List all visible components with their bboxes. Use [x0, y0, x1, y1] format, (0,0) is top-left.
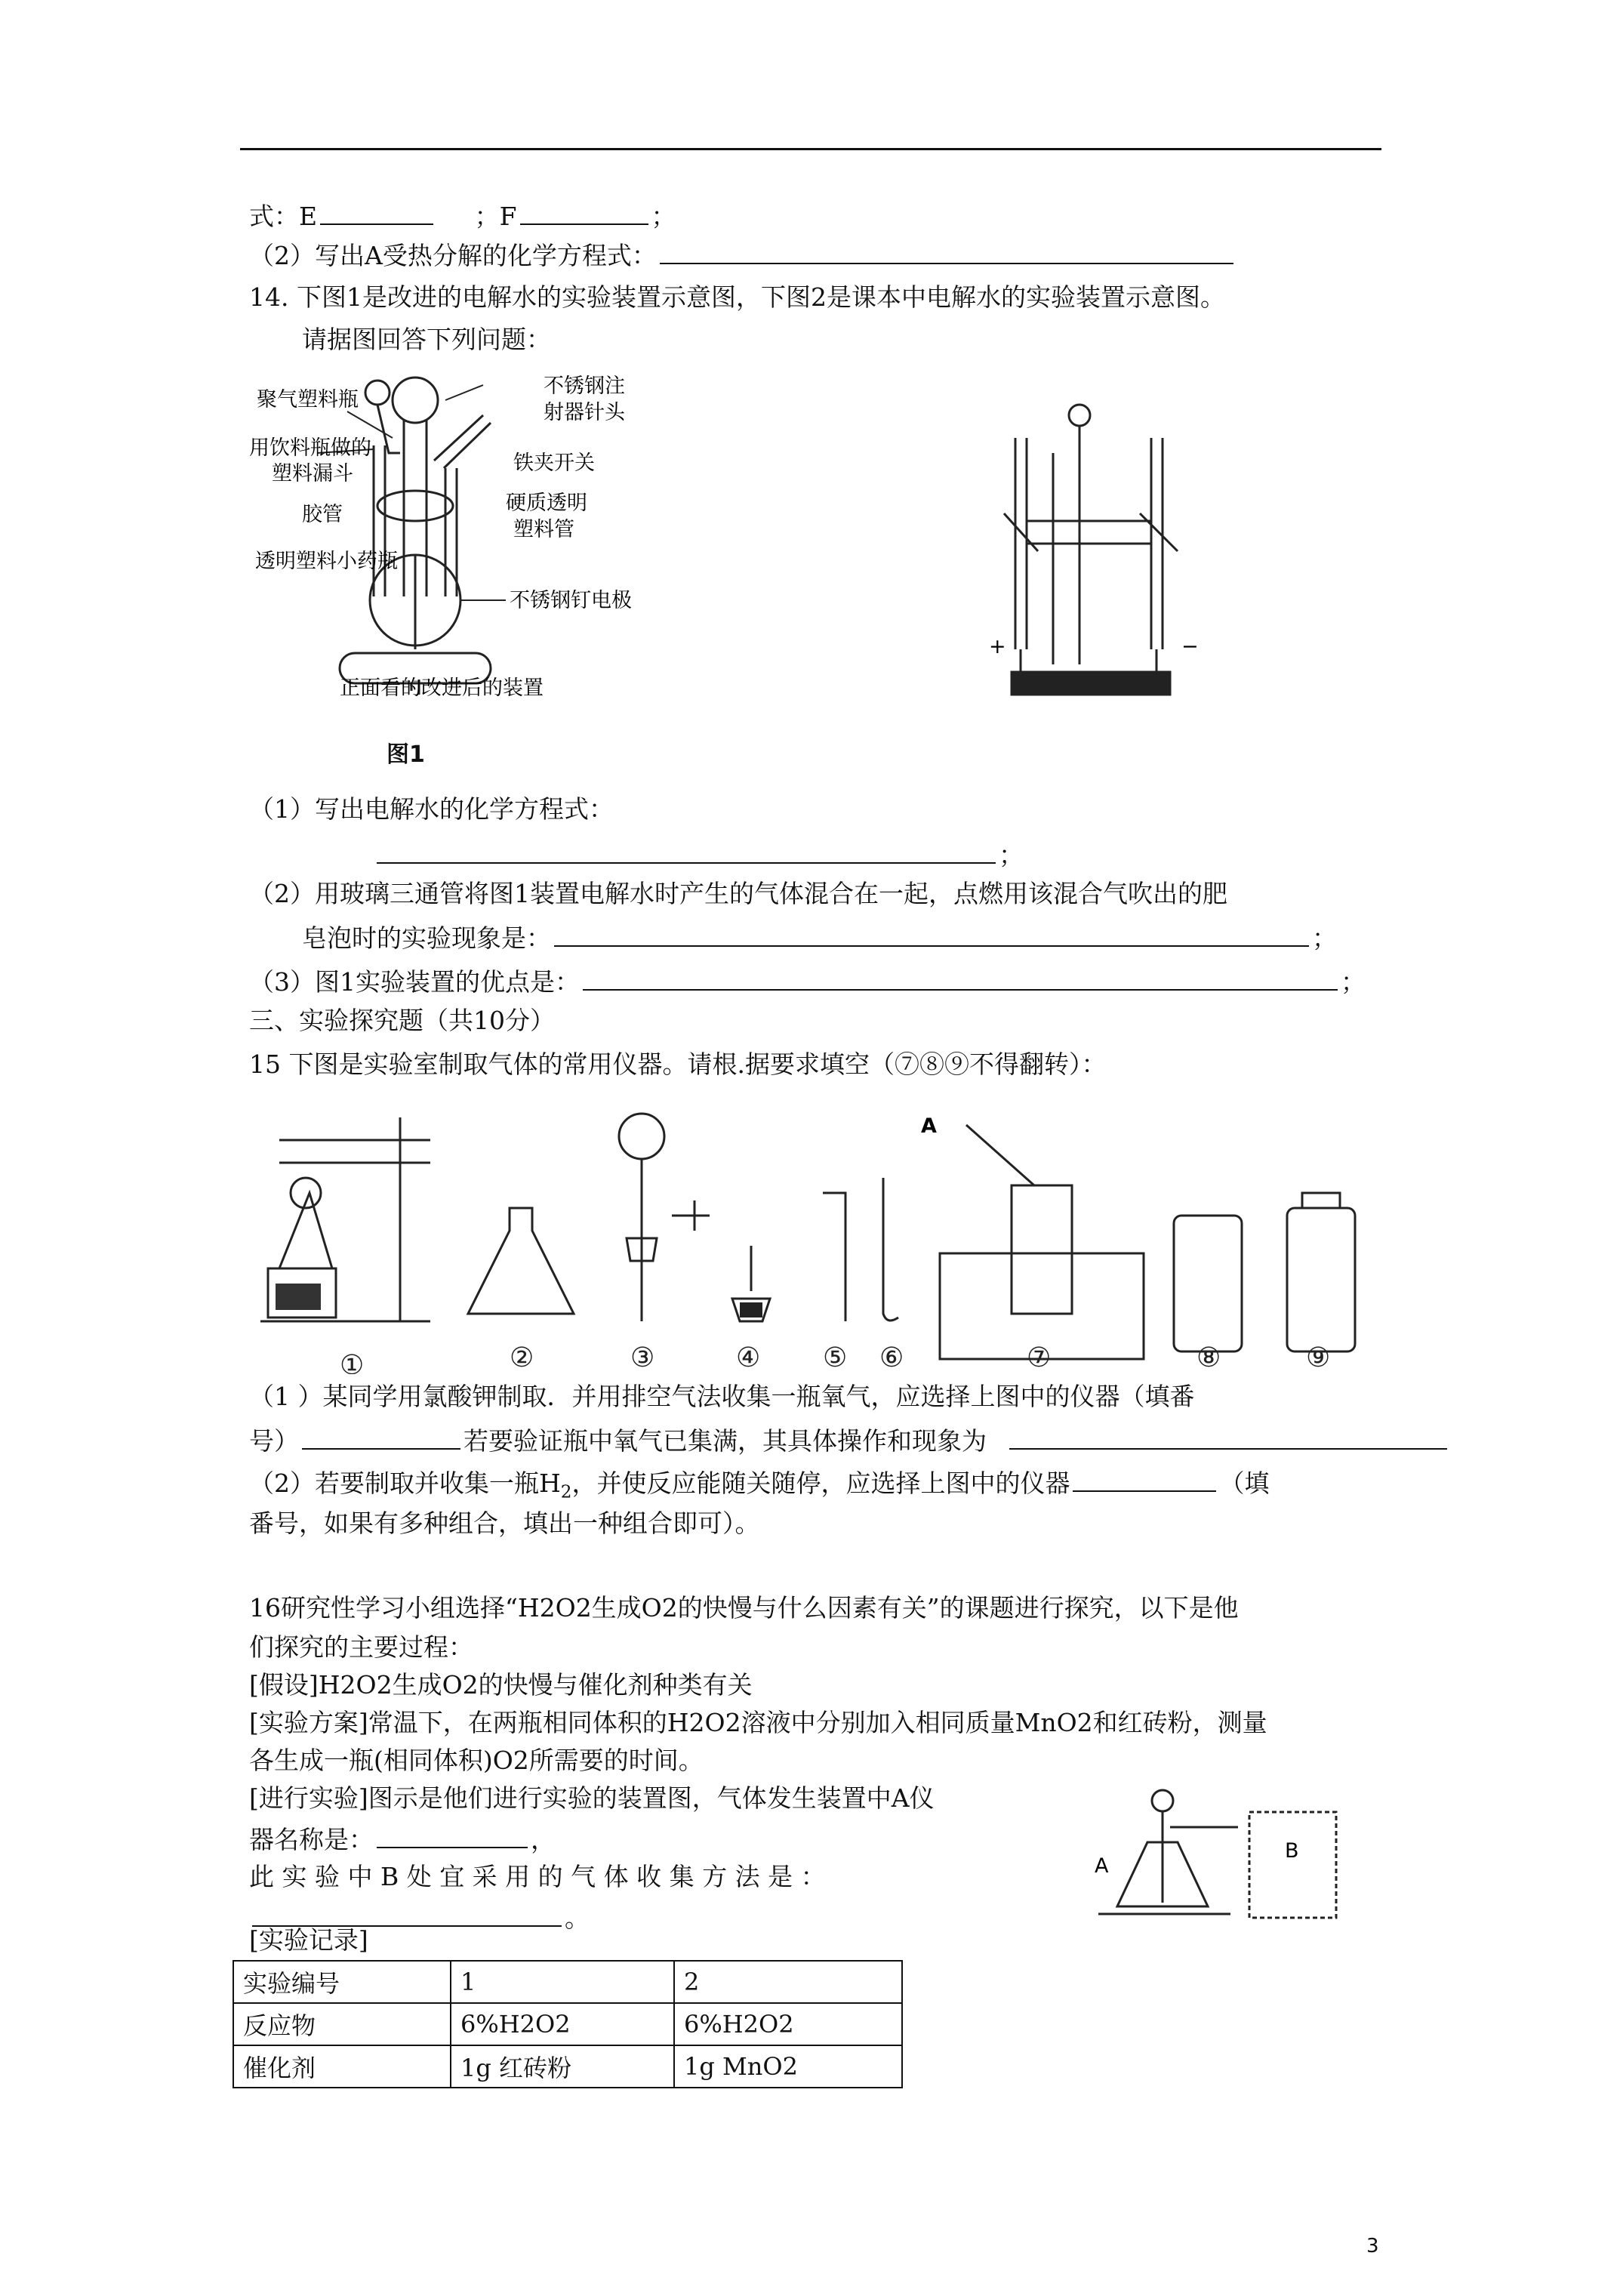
q13-line1 — [249, 198, 676, 233]
header-rule — [240, 148, 1381, 150]
q15-sub2-prefix: （2）若要制取并收集一瓶H — [249, 1469, 561, 1498]
figure-q15-instruments — [249, 1095, 1366, 1374]
q16-plan-line2: 各生成一瓶(相同体积)O2所需要的时间。 — [249, 1746, 704, 1775]
punct: ， — [531, 1825, 556, 1854]
number-9: ⑨ — [1306, 1342, 1331, 1373]
q15-sub2-line2: 番号，如果有多种组合，填出一种组合即可）。 — [249, 1509, 760, 1538]
label-a: A — [921, 1114, 937, 1138]
q15-sub2-text: ，并使反应能随关随停，应选择上图中的仪器 — [571, 1469, 1070, 1498]
q16-plan-line1: [实验方案]常温下，在两瓶相同体积的H2O2溶液中分别加入相同质量MnO2和红砖粉，测量 — [249, 1708, 1267, 1737]
q15-sub1-prefix: 号） — [249, 1426, 299, 1456]
punct: ； — [999, 840, 1024, 870]
q13-line2 — [249, 237, 1236, 273]
label-vial: 透明塑料小药瓶 — [255, 550, 398, 573]
answer-blank-instrument-a[interactable] — [377, 1821, 528, 1848]
q15-sub2-line1: （2）若要制取并收集一瓶$H_2$，并使反应能随关随停，应选择上图中的仪器 （填 — [249, 1465, 1269, 1509]
punct: ； — [1312, 923, 1337, 953]
q14-sub3-text: （3）图1实验装置的优点是： — [249, 967, 580, 997]
table-cell: 1g MnO2 — [674, 2045, 902, 2088]
q14-line2: 请据图回答下列问题： — [302, 325, 551, 354]
q14-sub2-line1: （2）用玻璃三通管将图1装置电解水时产生的气体混合在一起，点燃用该混合气吹出的肥 — [249, 879, 1227, 908]
q15-sub1-text: 若要验证瓶中氧气已集满，其具体操作和现象为 — [463, 1426, 987, 1456]
q16-experiment-line2 — [249, 1821, 556, 1857]
label-hose: 胶管 — [302, 503, 343, 526]
punct: ； — [1341, 967, 1366, 997]
answer-blank-f[interactable] — [520, 198, 648, 225]
table-cell: 2 — [674, 1961, 902, 2003]
answer-blank-advantage[interactable] — [583, 963, 1338, 991]
punct: 。 — [565, 1903, 590, 1933]
label-needle-1: 不锈钢注 — [544, 374, 625, 398]
label-funnel-1: 用饮料瓶做的 — [249, 436, 371, 460]
q15-sub2-suffix: （填 — [1219, 1469, 1270, 1498]
table-row — [233, 2003, 902, 2045]
answer-blank-a-equation[interactable] — [660, 237, 1233, 264]
q16-hypothesis: [假设]H2O2生成O2的快慢与催化剂种类有关 — [249, 1670, 753, 1700]
number-7: ⑦ — [1027, 1342, 1052, 1373]
table-cell: 6%H2O2 — [451, 2003, 674, 2045]
table-cell: 实验编号 — [233, 1961, 451, 2003]
answer-blank-e[interactable] — [320, 198, 433, 225]
number-6: ⑥ — [879, 1342, 904, 1373]
table-cell: 催化剂 — [233, 2045, 451, 2088]
fig2-plus-sign: + — [989, 635, 1006, 658]
q16-collection-prompt: 此 实 验 中 B 处 宜 采 用 的 气 体 收 集 方 法 是 ： — [249, 1862, 826, 1891]
q14-sub1-answer-line — [374, 837, 1024, 872]
answer-blank-verify[interactable] — [1009, 1422, 1447, 1450]
q14-line1: 14. 下图1是改进的电解水的实验装置示意图，下图2是课本中电解水的实验装置示意图。 — [249, 282, 1225, 312]
page-number: 3 — [1366, 2235, 1379, 2257]
experiment-record-table — [233, 1960, 903, 2088]
q13-f-label: ；F — [474, 202, 517, 231]
label-clip: 铁夹开关 — [513, 451, 595, 475]
fig-q16-label-b: B — [1285, 1839, 1299, 1863]
label-bottle: 聚气塑料瓶 — [257, 388, 359, 411]
answer-blank-phenomenon[interactable] — [554, 920, 1309, 947]
table-cell: 1 — [451, 1961, 674, 2003]
table-cell: 反应物 — [233, 2003, 451, 2045]
q16-line1: 16研究性学习小组选择“H2O2生成O2的快慢与什么因素有关”的课题进行探究，以下是他 — [249, 1593, 1239, 1623]
figure1-title: 图1 — [387, 741, 425, 768]
table-row — [233, 2045, 902, 2088]
number-5: ⑤ — [823, 1342, 848, 1373]
label-electrode: 不锈钢钉电极 — [510, 589, 632, 612]
q14-sub3-line — [249, 963, 1366, 999]
q16-experiment-line1: [进行实验]图示是他们进行实验的装置图，气体发生装置中A仪 — [249, 1783, 935, 1813]
figure-q16-apparatus — [1095, 1782, 1351, 1925]
figure1-improved-apparatus — [242, 370, 664, 725]
fig1-caption: 正面看的改进后的装置 — [340, 676, 544, 700]
q16-instrument-prompt: 器名称是： — [249, 1825, 374, 1854]
fig-q16-label-a: A — [1095, 1854, 1109, 1878]
table-row — [233, 1961, 902, 2003]
number-1: ① — [340, 1350, 365, 1374]
q15-sub1-line1: （1 ）某同学用氯酸钾制取．并用排空气法收集一瓶氧气，应选择上图中的仪器（填番 — [249, 1382, 1195, 1411]
number-2: ② — [510, 1342, 534, 1373]
q14-sub2-line2 — [302, 920, 1337, 955]
section3-heading: 三、实验探究题（共10分） — [249, 1006, 555, 1035]
q16-line2: 们探究的主要过程： — [249, 1632, 473, 1662]
q13-e-label: 式：E — [249, 202, 318, 231]
number-8: ⑧ — [1196, 1342, 1221, 1373]
table-cell: 6%H2O2 — [674, 2003, 902, 2045]
label-tube-1: 硬质透明 — [506, 492, 587, 515]
number-3: ③ — [630, 1342, 655, 1373]
q16-record-title: [实验记录] — [249, 1925, 368, 1955]
answer-blank-h2-instruments[interactable] — [1073, 1465, 1216, 1492]
q13-sub2-text: （2）写出A受热分解的化学方程式： — [249, 241, 657, 270]
answer-blank-collection-method[interactable] — [252, 1900, 562, 1927]
q15-line1: 15 下图是实验室制取气体的常用仪器。请根.据要求填空（⑦⑧⑨不得翻转）： — [249, 1049, 1107, 1079]
number-4: ④ — [736, 1342, 761, 1373]
punct: ； — [651, 202, 676, 231]
q15-sub1-line2 — [249, 1422, 1450, 1458]
label-tube-2: 塑料管 — [513, 518, 574, 541]
label-needle-2: 射器针头 — [544, 401, 625, 424]
q14-sub1: （1）写出电解水的化学方程式： — [249, 794, 614, 824]
figure2-textbook-apparatus — [981, 393, 1208, 717]
answer-blank-oxygen-instruments[interactable] — [302, 1422, 460, 1450]
q14-sub2-text: 皂泡时的实验现象是： — [302, 923, 551, 953]
answer-blank-electrolysis-equation[interactable] — [377, 837, 996, 864]
label-funnel-2: 塑料漏斗 — [272, 462, 353, 485]
fig2-minus-sign: − — [1181, 635, 1199, 658]
table-cell: 1g 红砖粉 — [451, 2045, 674, 2088]
